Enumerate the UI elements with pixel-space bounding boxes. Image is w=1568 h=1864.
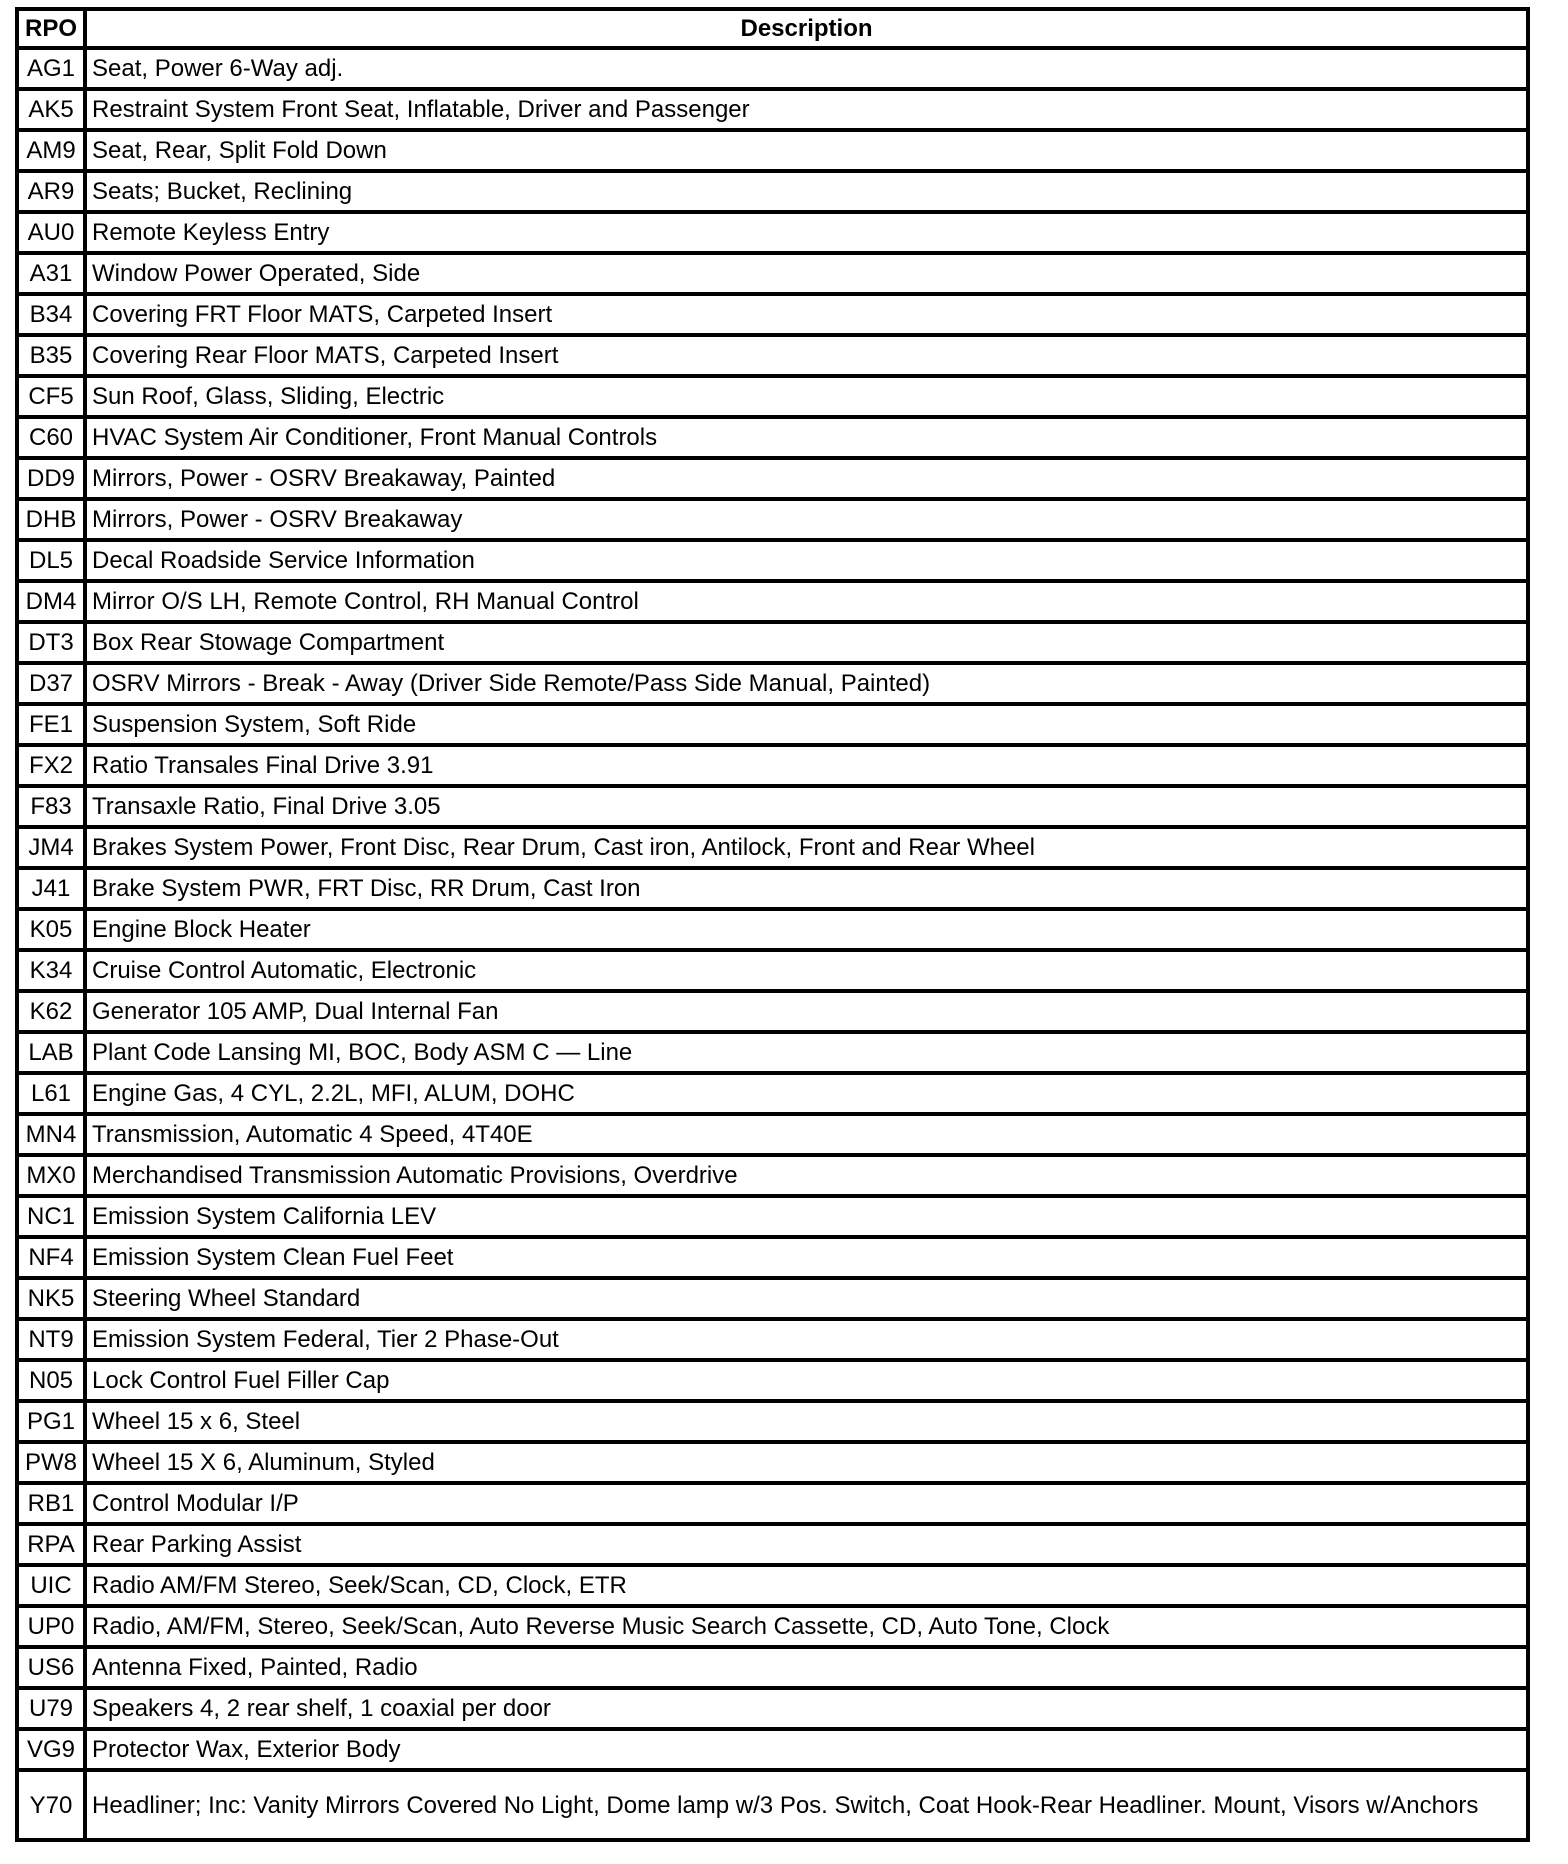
description-cell: Wheel 15 X 6, Aluminum, Styled — [87, 1444, 1530, 1485]
rpo-code-cell: AR9 — [19, 173, 87, 214]
description-cell: Wheel 15 x 6, Steel — [87, 1403, 1530, 1444]
table-row — [19, 747, 1530, 788]
description-cell: HVAC System Air Conditioner, Front Manual Controls — [87, 419, 1530, 460]
rpo-code-cell: D37 — [19, 665, 87, 706]
column-header-description: Description — [87, 11, 1530, 50]
description-cell: Generator 105 AMP, Dual Internal Fan — [87, 993, 1530, 1034]
description-cell: Cruise Control Automatic, Electronic — [87, 952, 1530, 993]
rpo-code-cell: F83 — [19, 788, 87, 829]
rpo-code-cell: NK5 — [19, 1280, 87, 1321]
table-row — [19, 1034, 1530, 1075]
table-body — [19, 50, 1530, 1842]
table-row — [19, 1403, 1530, 1444]
table-row — [19, 1567, 1530, 1608]
description-cell: Box Rear Stowage Compartment — [87, 624, 1530, 665]
rpo-code-cell: MX0 — [19, 1157, 87, 1198]
rpo-code-cell: UIC — [19, 1567, 87, 1608]
rpo-code-cell: L61 — [19, 1075, 87, 1116]
table-row — [19, 460, 1530, 501]
description-cell: Antenna Fixed, Painted, Radio — [87, 1649, 1530, 1690]
rpo-code-cell: J41 — [19, 870, 87, 911]
table-row — [19, 1280, 1530, 1321]
rpo-code-cell: PG1 — [19, 1403, 87, 1444]
table-row — [19, 419, 1530, 460]
table-row — [19, 624, 1530, 665]
table-row — [19, 788, 1530, 829]
table-row — [19, 91, 1530, 132]
rpo-code-cell: US6 — [19, 1649, 87, 1690]
description-cell: Lock Control Fuel Filler Cap — [87, 1362, 1530, 1403]
description-cell: Emission System California LEV — [87, 1198, 1530, 1239]
rpo-code-cell: K34 — [19, 952, 87, 993]
table-row — [19, 1649, 1530, 1690]
rpo-code-cell: U79 — [19, 1690, 87, 1731]
table-row — [19, 1157, 1530, 1198]
table-row — [19, 706, 1530, 747]
description-cell: Radio, AM/FM, Stereo, Seek/Scan, Auto Reverse Music Search Cassette, CD, Auto Tone, Clock — [87, 1608, 1530, 1649]
description-cell: Seat, Power 6-Way adj. — [87, 50, 1530, 91]
table-row — [19, 1731, 1530, 1772]
rpo-code-cell: A31 — [19, 255, 87, 296]
table-row — [19, 829, 1530, 870]
description-cell: OSRV Mirrors - Break - Away (Driver Side Remote/Pass Side Manual, Painted) — [87, 665, 1530, 706]
description-cell: Remote Keyless Entry — [87, 214, 1530, 255]
table-row — [19, 665, 1530, 706]
description-cell: Control Modular I/P — [87, 1485, 1530, 1526]
table-row — [19, 378, 1530, 419]
table-row — [19, 1485, 1530, 1526]
description-cell: Engine Block Heater — [87, 911, 1530, 952]
rpo-code-cell: Y70 — [19, 1772, 87, 1842]
description-cell: Steering Wheel Standard — [87, 1280, 1530, 1321]
rpo-code-cell: B34 — [19, 296, 87, 337]
description-cell: Transaxle Ratio, Final Drive 3.05 — [87, 788, 1530, 829]
rpo-code-cell: VG9 — [19, 1731, 87, 1772]
rpo-code-cell: NF4 — [19, 1239, 87, 1280]
rpo-code-cell: K05 — [19, 911, 87, 952]
description-cell: Brake System PWR, FRT Disc, RR Drum, Cast Iron — [87, 870, 1530, 911]
description-cell: Suspension System, Soft Ride — [87, 706, 1530, 747]
rpo-code-cell: DT3 — [19, 624, 87, 665]
description-cell: Protector Wax, Exterior Body — [87, 1731, 1530, 1772]
table-row — [19, 255, 1530, 296]
table-row — [19, 214, 1530, 255]
rpo-code-cell: NC1 — [19, 1198, 87, 1239]
table-row — [19, 583, 1530, 624]
description-cell: Brakes System Power, Front Disc, Rear Drum, Cast iron, Antilock, Front and Rear Wheel — [87, 829, 1530, 870]
table-row — [19, 542, 1530, 583]
rpo-code-cell: FX2 — [19, 747, 87, 788]
description-cell: Radio AM/FM Stereo, Seek/Scan, CD, Clock, ETR — [87, 1567, 1530, 1608]
table-row — [19, 911, 1530, 952]
rpo-code-cell: DHB — [19, 501, 87, 542]
description-cell: Ratio Transales Final Drive 3.91 — [87, 747, 1530, 788]
rpo-code-cell: C60 — [19, 419, 87, 460]
column-header-rpo: RPO — [19, 11, 87, 50]
description-cell: Restraint System Front Seat, Inflatable, Driver and Passenger — [87, 91, 1530, 132]
description-cell: Mirror O/S LH, Remote Control, RH Manual Control — [87, 583, 1530, 624]
table-row — [19, 173, 1530, 214]
description-cell: Covering Rear Floor MATS, Carpeted Insert — [87, 337, 1530, 378]
description-cell: Merchandised Transmission Automatic Provisions, Overdrive — [87, 1157, 1530, 1198]
rpo-code-cell: RB1 — [19, 1485, 87, 1526]
description-cell: Transmission, Automatic 4 Speed, 4T40E — [87, 1116, 1530, 1157]
rpo-code-cell: DM4 — [19, 583, 87, 624]
rpo-code-cell: AG1 — [19, 50, 87, 91]
rpo-code-cell: N05 — [19, 1362, 87, 1403]
table-row — [19, 1116, 1530, 1157]
rpo-code-cell: AK5 — [19, 91, 87, 132]
rpo-code-cell: AU0 — [19, 214, 87, 255]
rpo-code-cell: LAB — [19, 1034, 87, 1075]
rpo-code-cell: DD9 — [19, 460, 87, 501]
rpo-table — [15, 7, 1530, 1842]
table-header-row — [19, 11, 1530, 50]
description-cell: Decal Roadside Service Information — [87, 542, 1530, 583]
description-cell: Seats; Bucket, Reclining — [87, 173, 1530, 214]
table-row — [19, 1690, 1530, 1731]
table-row — [19, 296, 1530, 337]
table-row — [19, 1362, 1530, 1403]
table-row — [19, 1075, 1530, 1116]
rpo-code-cell: UP0 — [19, 1608, 87, 1649]
table-row — [19, 1444, 1530, 1485]
description-cell: Mirrors, Power - OSRV Breakaway — [87, 501, 1530, 542]
table-row — [19, 337, 1530, 378]
table-row — [19, 870, 1530, 911]
description-cell: Window Power Operated, Side — [87, 255, 1530, 296]
description-cell: Headliner; Inc: Vanity Mirrors Covered No Light, Dome lamp w/3 Pos. Switch, Coat Hook-Rear Headliner. Mount, Visors w/Anchors — [87, 1772, 1530, 1842]
description-cell: Mirrors, Power - OSRV Breakaway, Painted — [87, 460, 1530, 501]
table-row — [19, 50, 1530, 91]
table-row — [19, 1239, 1530, 1280]
description-cell: Covering FRT Floor MATS, Carpeted Insert — [87, 296, 1530, 337]
table-row — [19, 501, 1530, 542]
table-row — [19, 1772, 1530, 1842]
description-cell: Rear Parking Assist — [87, 1526, 1530, 1567]
rpo-code-cell: CF5 — [19, 378, 87, 419]
rpo-code-cell: AM9 — [19, 132, 87, 173]
table-row — [19, 1526, 1530, 1567]
rpo-code-cell: FE1 — [19, 706, 87, 747]
rpo-code-cell: JM4 — [19, 829, 87, 870]
description-cell: Engine Gas, 4 CYL, 2.2L, MFI, ALUM, DOHC — [87, 1075, 1530, 1116]
table-row — [19, 132, 1530, 173]
rpo-code-cell: K62 — [19, 993, 87, 1034]
rpo-code-cell: MN4 — [19, 1116, 87, 1157]
table-row — [19, 1198, 1530, 1239]
description-cell: Emission System Clean Fuel Feet — [87, 1239, 1530, 1280]
table-row — [19, 1321, 1530, 1362]
rpo-code-cell: PW8 — [19, 1444, 87, 1485]
table-row — [19, 993, 1530, 1034]
rpo-code-cell: NT9 — [19, 1321, 87, 1362]
table-row — [19, 1608, 1530, 1649]
rpo-code-cell: DL5 — [19, 542, 87, 583]
description-cell: Emission System Federal, Tier 2 Phase-Out — [87, 1321, 1530, 1362]
description-cell: Speakers 4, 2 rear shelf, 1 coaxial per door — [87, 1690, 1530, 1731]
description-cell: Plant Code Lansing MI, BOC, Body ASM C — Line — [87, 1034, 1530, 1075]
table-row — [19, 952, 1530, 993]
rpo-code-cell: B35 — [19, 337, 87, 378]
rpo-code-cell: RPA — [19, 1526, 87, 1567]
description-cell: Sun Roof, Glass, Sliding, Electric — [87, 378, 1530, 419]
description-cell: Seat, Rear, Split Fold Down — [87, 132, 1530, 173]
